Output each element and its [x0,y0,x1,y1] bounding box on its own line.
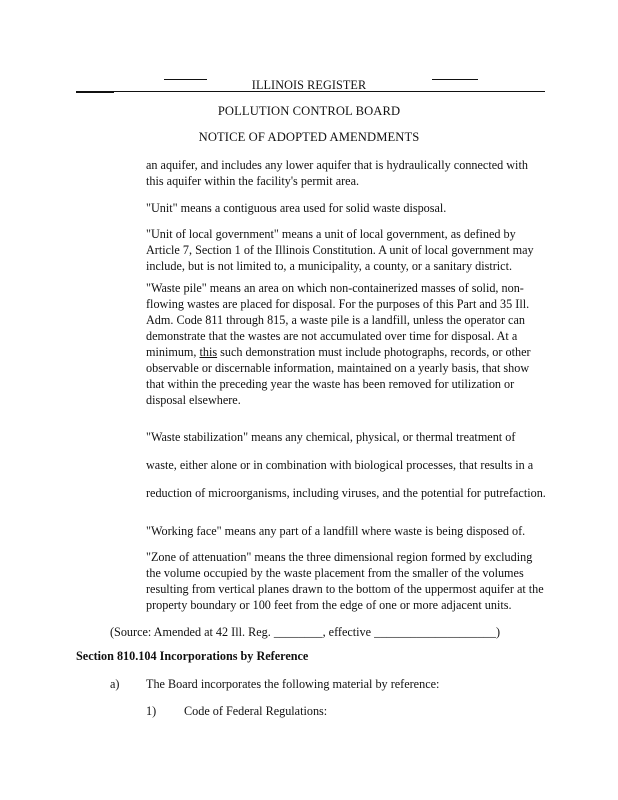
item-1-text: Code of Federal Regulations: [184,704,328,718]
aquifer-line-1: an aquifer, and includes any lower aquifer that is hydraulically connected with [146,158,528,172]
waste-pile-line-8: disposal elsewhere. [146,393,241,407]
local-gov-line-1: "Unit of local government" means a unit of local government, as defined by [146,227,516,241]
unit-definition: "Unit" means a contiguous area used for solid waste disposal. [146,201,447,215]
attenuation-line-3: resulting from vertical planes drawn to the bottom of the uppermost aquifer at the [146,582,544,596]
local-gov-line-3: include, but is not limited to, a municipality, a county, or a sanitary district. [146,259,512,273]
waste-pile-line-3: Adm. Code 811 through 815, a waste pile is a landfill, unless the operator can [146,313,525,327]
notice-title: NOTICE OF ADOPTED AMENDMENTS [198,130,420,144]
stabilization-line-2: waste, either alone or in combination with biological processes, that results in a [146,458,534,472]
waste-pile-line-1: "Waste pile" means an area on which non-containerized masses of solid, non- [146,281,524,295]
waste-pile-line-2: flowing wastes are placed for disposal. For the purposes of this Part and 35 Ill. [146,297,530,311]
aquifer-line-2: this aquifer within the facility's permit area. [146,174,360,188]
item-a-text: The Board incorporates the following material by reference: [146,677,440,691]
attenuation-line-4: property boundary or 100 feet from the edge of one or more adjacent units. [146,598,512,612]
waste-pile-line-6: observable or discernable information, maintained on a yearly basis, that show [146,361,530,375]
waste-pile-inserted-this: this [199,345,218,359]
waste-pile-line-7: that within the preceding year the waste has been removed for utilization or [146,377,515,391]
local-gov-line-2: Article 7, Section 1 of the Illinois Constitution. A unit of local government may [146,243,534,257]
stabilization-line-1: "Waste stabilization" means any chemical, physical, or thermal treatment of [146,430,516,444]
board-name: POLLUTION CONTROL BOARD [217,104,401,118]
section-heading: Section 810.104 Incorporations by Reference [76,649,309,663]
item-1-label: 1) [146,704,157,718]
waste-pile-line-5 [146,344,531,360]
source-note: (Source: Amended at 42 Ill. Reg. ________, effective ____________________) [110,625,501,639]
attenuation-line-1: "Zone of attenuation" means the three dimensional region formed by excluding [146,550,533,564]
working-face-definition: "Working face" means any part of a landfill where waste is being disposed of. [146,524,526,538]
waste-pile-minimum: minimum, [146,345,197,359]
waste-pile-line-5-rest: such demonstration must include photographs, records, or other [220,345,531,359]
item-a-label: a) [110,677,120,691]
register-title: ILLINOIS REGISTER [251,78,367,92]
stabilization-line-3: reduction of microorganisms, including viruses, and the potential for putrefaction. [146,486,546,500]
attenuation-line-2: the volume occupied by the waste placement from the smaller of the volumes [146,566,524,580]
waste-pile-line-4: demonstrate that the wastes are not accumulated over time for disposal. At a [146,329,518,343]
